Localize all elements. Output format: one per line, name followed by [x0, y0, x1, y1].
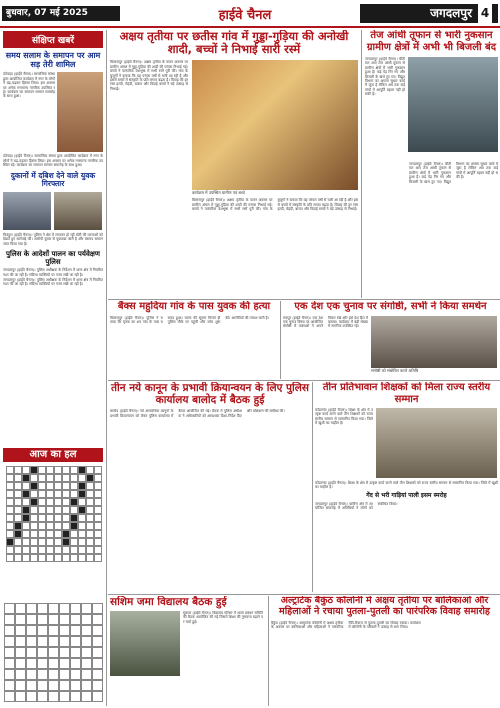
sudoku-cell: [48, 625, 59, 636]
crossword-cell: [62, 466, 70, 474]
column-divider-4: [312, 382, 313, 592]
crossword-cell: [86, 554, 94, 562]
crossword-cell: [38, 490, 46, 498]
crossword-cell: [78, 554, 86, 562]
sudoku-grid: [4, 563, 103, 705]
story1-headline: अक्षय तृतीया पर छतीस गांव में गुड्डा-गुड़िया की अनोखी शादी, बच्चों ने निभाई सारी रस्में: [119, 30, 349, 57]
crossword-cell: [94, 466, 102, 474]
sudoku-cell: [26, 680, 37, 691]
story6-subtext: जगदलपुर (हाईवे चैनल)। ग्रामीण क्षेत्र में आयोजित समारोह में अतिथियों ने लोगों को संबोधित किया।: [315, 501, 398, 511]
crossword-cell: [30, 466, 38, 474]
story-school-meeting: [110, 596, 265, 706]
crossword-cell: [6, 506, 14, 514]
crossword-cell: [46, 522, 54, 530]
sudoku-cell: [26, 658, 37, 669]
crossword-cell: [14, 506, 22, 514]
crossword-cell: [70, 538, 78, 546]
sudoku-cell: [26, 603, 37, 614]
sudoku-cell: [81, 691, 92, 702]
brief3-text: जगदलपुर (हाईवे चैनल)। पुलिस अधीक्षक के निर्देशन में थाना क्षेत्र में नियमित गश्त की जा रही है। संदिग्ध व्यक्तियों पर नजर रखी जा रही है।: [3, 268, 103, 277]
brief1-text-more: दंतेवाड़ा (हाईवे चैनल)। सामाजिक संस्था द्वारा आयोजित कार्यक्रम में नगर के लोगों ने बढ़-चढ़कर हिस्सा लिया। इस अवसर पर अनेक गणमान्य नागरिक उपस्थित रहे। कार्यक्रम का समापन सम्मान समारोह के साथ हुआ।: [3, 154, 103, 168]
crossword-cell: [94, 474, 102, 482]
sudoku-cell: [48, 658, 59, 669]
crossword-cell: [30, 554, 38, 562]
sudoku-cell: [15, 680, 26, 691]
crossword-cell: [78, 490, 86, 498]
story4-headline: एक देश एक चुनाव पर संगोष्ठी, सभी ने किया समर्थन: [294, 301, 487, 312]
sudoku-cell: [48, 691, 59, 702]
sudoku-cell: [4, 658, 15, 669]
crossword-cell: [14, 514, 22, 522]
crossword-cell: [46, 538, 54, 546]
story3-headline: बैंक्स महुदिया गांव के पास युवक की हत्या: [117, 301, 271, 312]
crossword-cell: [94, 482, 102, 490]
crossword-grid: [6, 466, 102, 562]
sudoku-cell: [81, 636, 92, 647]
story5-headline: तीन नये कानून के प्रभावी क्रियान्वयन के लिए पुलिस कार्यालय बालोद में बैठक हुई: [111, 382, 309, 407]
sudoku-cell: [37, 647, 48, 658]
crossword-cell: [94, 514, 102, 522]
crossword-cell: [30, 498, 38, 506]
crossword-cell: [46, 546, 54, 554]
crossword-cell: [6, 490, 14, 498]
story-one-nation: [283, 301, 498, 379]
crossword-cell: [94, 554, 102, 562]
crossword-cell: [46, 466, 54, 474]
crossword-cell: [6, 538, 14, 546]
story-murder: [110, 301, 278, 379]
sudoku-cell: [92, 647, 103, 658]
sudoku-cell: [37, 680, 48, 691]
sudoku-cell: [26, 625, 37, 636]
crossword-cell: [70, 514, 78, 522]
sudoku-cell: [81, 658, 92, 669]
sudoku-cell: [81, 614, 92, 625]
story2-photo: [408, 57, 498, 152]
crossword-cell: [22, 474, 30, 482]
brief2-headline: दुकानों में दबिश देने वाले युवक गिरफ्तार: [10, 170, 96, 189]
sudoku-cell: [4, 647, 15, 658]
crossword-cell: [22, 482, 30, 490]
crossword-cell: [54, 482, 62, 490]
crossword-cell: [14, 466, 22, 474]
sudoku-cell: [81, 603, 92, 614]
sudoku-cell: [37, 636, 48, 647]
crossword-cell: [78, 538, 86, 546]
crossword-cell: [54, 490, 62, 498]
story3-text: बिलासपुर (हाईवे चैनल)। पुलिस ने बताया कि मृतक का शव गांव के पास बरामद हुआ। घटना की सूचना मिलते ही पुलिस मौके पर पहुंची और जांच शुरू की। आरोपियों की तलाश जारी है।: [110, 315, 269, 324]
puzzle-header: [3, 448, 103, 462]
sudoku-cell: [37, 669, 48, 680]
sudoku-cell: [37, 691, 48, 702]
crossword-cell: [70, 466, 78, 474]
sudoku-cell: [81, 647, 92, 658]
story7-text: सुकमा (हाईवे चैनल)। विद्यालय परिसर में शाला प्रबंधन समिति की बैठक आयोजित की गई जिसमें शिक्षा की गुणवत्ता बढ़ाने पर चर्चा हुई।: [183, 611, 263, 624]
crossword-cell: [38, 498, 46, 506]
crossword-cell: [22, 538, 30, 546]
crossword-cell: [70, 506, 78, 514]
page-number: 4: [478, 4, 492, 23]
crossword-cell: [78, 482, 86, 490]
sudoku-cell: [15, 658, 26, 669]
crossword-cell: [54, 514, 62, 522]
sudoku-cell: [48, 603, 59, 614]
crossword-cell: [38, 522, 46, 530]
crossword-cell: [30, 530, 38, 538]
column-divider-3: [280, 301, 281, 379]
crossword-cell: [86, 482, 94, 490]
story-new-laws: [110, 382, 310, 592]
sudoku-cell: [37, 603, 48, 614]
crossword-cell: [54, 506, 62, 514]
crossword-cell: [30, 514, 38, 522]
column-divider-5: [268, 596, 269, 706]
crossword-cell: [70, 474, 78, 482]
sudoku-cell: [70, 669, 81, 680]
crossword-cell: [6, 546, 14, 554]
brief2-text: किरंदुल (हाईवे चैनल)। पुलिस ने क्षेत्र में लगातार हो रही चोरी की घटनाओं को देखते हुए कार्रवाई की। आरोपी युवक से पूछताछ जारी है और बरामद सामान जब्त किया गया है।: [3, 232, 103, 246]
crossword-cell: [38, 530, 46, 538]
story1-text-col2: बिलासपुर (हाईवे चैनल)। अक्षय तृतीया के पावन अवसर पर ग्रामीण अंचल में गुड्डा-गुड़िया की शादी की परंपरा निभाई गई। बच्चों ने पारंपरिक वेशभूषा में सभी रस्में पूरी कीं। गांव के बुजुर्गों ने बताया कि यह परंपरा वर्षों से चली आ रही है और इससे बच्चों में संस्कृति के प्रति लगाव बढ़ता है। विवाह की हर रस्म हल्दी, मेहंदी, बारात और विदाई बच्चों ने बड़े उत्साह से निभाई।: [192, 198, 358, 212]
crossword-cell: [70, 482, 78, 490]
crossword-cell: [86, 546, 94, 554]
crossword-cell: [54, 522, 62, 530]
sudoku-cell: [26, 614, 37, 625]
crossword-cell: [38, 514, 46, 522]
crossword-cell: [86, 466, 94, 474]
crossword-cell: [30, 546, 38, 554]
sudoku-cell: [70, 625, 81, 636]
sudoku-cell: [48, 647, 59, 658]
sudoku-cell: [4, 614, 15, 625]
crossword-cell: [94, 538, 102, 546]
story6-subheadline: गेंद से भरी गाड़ियां पाली इसम स्मरोह: [366, 491, 447, 499]
crossword-cell: [6, 466, 14, 474]
sudoku-cell: [48, 669, 59, 680]
story8-text: बैकुंठ (हाईवे चैनल)। अल्ट्राटेक कॉलोनी में अक्षय तृतीया के अवसर पर बालिकाओं और महिलाओं ने पारंपरिक रीति-रिवाज से पुतला-पुतली का विवाह रचाया। कार्यक्रम में कॉलोनी के परिवारों ने उत्साह से भाग लिया।: [271, 620, 421, 630]
story-akshay-tritiya: [110, 30, 358, 298]
crossword-cell: [62, 522, 70, 530]
brief1-photo: [57, 72, 103, 152]
story8-headline: अल्ट्राटेक बैकुंठ कॉलोनी में अक्षय तृतीया पर बालिकाओं और महिलाओं ने रचाया पुतला-पुतली का पारंपरिक विवाह समारोह: [279, 596, 490, 617]
sudoku-cell: [26, 691, 37, 702]
story1-text-col1: बिलासपुर (हाईवे चैनल)। अक्षय तृतीया के पावन अवसर पर ग्रामीण अंचल में गुड्डा-गुड़िया की शादी की परंपरा निभाई गई। बच्चों ने पारंपरिक वेशभूषा में सभी रस्में पूरी कीं। गांव के बुजुर्गों ने बताया कि यह परंपरा वर्षों से चली आ रही है और इससे बच्चों में संस्कृति के प्रति लगाव बढ़ता है। विवाह की हर रस्म हल्दी, मेहंदी, बारात और विदाई बच्चों ने बड़े उत्साह से निभाई।: [110, 60, 188, 91]
sudoku-cell: [70, 614, 81, 625]
sudoku-cell: [81, 625, 92, 636]
crossword-cell: [14, 498, 22, 506]
crossword-cell: [94, 506, 102, 514]
sudoku-cell: [92, 614, 103, 625]
crossword-cell: [78, 466, 86, 474]
crossword-cell: [30, 482, 38, 490]
sudoku-cell: [15, 625, 26, 636]
crossword-cell: [22, 466, 30, 474]
crossword-cell: [86, 498, 94, 506]
crossword-cell: [86, 490, 94, 498]
sudoku-cell: [59, 636, 70, 647]
puzzle-label: आज का हल: [3, 448, 103, 462]
story2-headline: तेज आंधी तूफान से भारी नुकसान ग्रामीण क्षेत्रों में अभी भी बिजली बंद: [366, 30, 497, 53]
sudoku-cell: [48, 680, 59, 691]
crossword-cell: [62, 546, 70, 554]
story4-caption: संगोष्ठी को संबोधित करते अतिथि: [371, 367, 419, 373]
sudoku-cell: [92, 658, 103, 669]
crossword-cell: [54, 466, 62, 474]
crossword-cell: [6, 514, 14, 522]
story4-text: रायपुर (हाईवे चैनल)। एक देश एक चुनाव विषय पर आयोजित संगोष्ठी में वक्ताओं ने अपने विचार रखे और इसे देश हित में बताया। कार्यक्रम में बड़ी संख्या में नागरिक उपस्थित रहे।: [283, 315, 368, 329]
row-divider-3: [108, 594, 500, 595]
brief1-text: दंतेवाड़ा (हाईवे चैनल)। सामाजिक संस्था द्वारा आयोजित कार्यक्रम में नगर के लोगों ने बढ़-चढ़कर हिस्सा लिया। इस अवसर पर अनेक गणमान्य नागरिक उपस्थित रहे। कार्यक्रम का समापन सम्मान समारोह के साथ हुआ।: [3, 72, 55, 99]
row-divider-2: [108, 380, 500, 381]
sudoku-cell: [48, 636, 59, 647]
crossword-cell: [70, 522, 78, 530]
crossword-cell: [62, 530, 70, 538]
story2-text-col1: जगदलपुर (हाईवे चैनल)। बीती रात आए तेज आंधी तूफान से ग्रामीण क्षेत्रों में भारी नुकसान हुआ है। कई पेड़ गिर गए और बिजली के खंभे टूट गए। विद्युत विभाग का अमला सुधार कार्य में जुटा है लेकिन अब तक कई गांवों में आपूर्ति बहाल नहीं हो सकी है।: [365, 57, 405, 97]
brief3-text-more: जगदलपुर (हाईवे चैनल)। पुलिस अधीक्षक के निर्देशन में थाना क्षेत्र में नियमित गश्त की जा रही है। संदिग्ध व्यक्तियों पर नजर रखी जा रही है।: [3, 277, 103, 287]
crossword-cell: [86, 530, 94, 538]
crossword-cell: [14, 522, 22, 530]
crossword-cell: [6, 474, 14, 482]
column-divider-2: [361, 30, 362, 298]
story-ultratech-wedding: [271, 596, 498, 706]
sudoku-cell: [26, 647, 37, 658]
sudoku-cell: [59, 658, 70, 669]
crossword-cell: [62, 514, 70, 522]
sudoku-cell: [59, 647, 70, 658]
crossword-cell: [14, 474, 22, 482]
crossword-cell: [22, 490, 30, 498]
sudoku-cell: [15, 614, 26, 625]
crossword-cell: [94, 498, 102, 506]
crossword-cell: [46, 482, 54, 490]
crossword-cell: [14, 538, 22, 546]
crossword-cell: [6, 522, 14, 530]
sudoku-cell: [92, 625, 103, 636]
crossword-cell: [62, 490, 70, 498]
sudoku-cell: [4, 636, 15, 647]
crossword-cell: [30, 474, 38, 482]
crossword-cell: [38, 546, 46, 554]
story2-text-col2: जगदलपुर (हाईवे चैनल)। बीती रात आए तेज आंधी तूफान से ग्रामीण क्षेत्रों में भारी नुकसान हुआ है। कई पेड़ गिर गए और बिजली के खंभे टूट गए। विद्युत विभाग का अमला सुधार कार्य में जुटा है लेकिन अब तक कई गांवों में आपूर्ति बहाल नहीं हो सकी है।: [409, 162, 498, 184]
crossword-cell: [70, 498, 78, 506]
crossword-cell: [62, 538, 70, 546]
sudoku-cell: [37, 658, 48, 669]
story-storm-damage: [365, 30, 498, 298]
crossword-cell: [22, 498, 30, 506]
crossword-cell: [78, 506, 86, 514]
crossword-cell: [22, 514, 30, 522]
crossword-cell: [22, 546, 30, 554]
crossword-cell: [38, 506, 46, 514]
sudoku-cell: [92, 669, 103, 680]
sudoku-cell: [92, 691, 103, 702]
sudoku-cell: [37, 625, 48, 636]
sudoku-cell: [37, 614, 48, 625]
crossword-cell: [38, 538, 46, 546]
story6-text: कोंडागांव (हाईवे चैनल)। शिक्षा के क्षेत्र में उत्कृष्ट कार्य करने वाले तीन शिक्षकों को राज्य स्तरीय सम्मान से सम्मानित किया गया। जिले में खुशी का माहौल है।: [315, 408, 373, 426]
crossword-cell: [62, 474, 70, 482]
sudoku-cell: [4, 691, 15, 702]
column-divider: [106, 30, 107, 706]
crossword-cell: [94, 522, 102, 530]
crossword-cell: [22, 522, 30, 530]
crossword-cell: [38, 482, 46, 490]
crossword-cell: [38, 466, 46, 474]
crossword-cell: [86, 514, 94, 522]
sudoku-cell: [70, 603, 81, 614]
story-teachers-award: [315, 382, 498, 592]
crossword-cell: [78, 474, 86, 482]
crossword-cell: [22, 554, 30, 562]
crossword-cell: [86, 522, 94, 530]
sudoku-cell: [15, 691, 26, 702]
crossword-cell: [62, 482, 70, 490]
masthead: [0, 0, 500, 26]
crossword-cell: [86, 538, 94, 546]
sudoku-cell: [4, 669, 15, 680]
crossword-cell: [14, 546, 22, 554]
crossword-cell: [22, 506, 30, 514]
row-divider: [108, 299, 500, 300]
crossword-cell: [78, 498, 86, 506]
brief3-headline: पुलिस के आदेशों पालन का पर्यवेक्षण पुलिस: [6, 250, 100, 267]
crossword-cell: [30, 538, 38, 546]
edition-name: जगदलपुर: [430, 6, 472, 20]
story5-text: बालोद (हाईवे चैनल)। नये आपराधिक कानूनों के प्रभावी क्रियान्वयन को लेकर पुलिस कार्यालय में बैठक आयोजित की गई। बैठक में पुलिस अधीक्षक ने अधिकारियों को आवश्यक दिशा-निर्देश दिए और प्रशिक्षण की समीक्षा की।: [110, 409, 285, 418]
crossword-cell: [78, 522, 86, 530]
story6-text-more: कोंडागांव (हाईवे चैनल)। शिक्षा के क्षेत्र में उत्कृष्ट कार्य करने वाले तीन शिक्षकों को राज्य स्तरीय सम्मान से सम्मानित किया गया। जिले में खुशी का माहौल है।: [315, 481, 498, 490]
sudoku-cell: [59, 614, 70, 625]
brief2-photo-a: [3, 192, 51, 230]
crossword-cell: [62, 506, 70, 514]
crossword-cell: [14, 490, 22, 498]
sudoku-cell: [59, 603, 70, 614]
sudoku-cell: [15, 636, 26, 647]
sudoku-cell: [59, 625, 70, 636]
story6-photo: [376, 408, 497, 478]
sudoku-cell: [4, 603, 15, 614]
crossword-cell: [46, 490, 54, 498]
sudoku-cell: [70, 691, 81, 702]
sudoku-cell: [48, 614, 59, 625]
crossword-cell: [62, 498, 70, 506]
crossword-cell: [38, 474, 46, 482]
sudoku-cell: [15, 669, 26, 680]
crossword-cell: [54, 498, 62, 506]
crossword-cell: [22, 530, 30, 538]
crossword-cell: [6, 554, 14, 562]
crossword-cell: [78, 514, 86, 522]
sudoku-cell: [59, 669, 70, 680]
sudoku-cell: [26, 636, 37, 647]
crossword-cell: [54, 546, 62, 554]
crossword-cell: [46, 506, 54, 514]
crossword-cell: [46, 530, 54, 538]
sudoku-cell: [26, 669, 37, 680]
sudoku-cell: [81, 680, 92, 691]
sudoku-cell: [15, 603, 26, 614]
crossword-cell: [86, 474, 94, 482]
story1-photo: [192, 60, 358, 190]
story1-caption: कार्यक्रम में उपस्थित ग्रामीण एवं बच्चे: [192, 190, 245, 196]
crossword-cell: [46, 498, 54, 506]
sudoku-cell: [4, 680, 15, 691]
sudoku-cell: [92, 680, 103, 691]
crossword-cell: [94, 530, 102, 538]
crossword-cell: [6, 482, 14, 490]
sudoku-cell: [70, 680, 81, 691]
crossword-cell: [94, 490, 102, 498]
sudoku-cell: [92, 636, 103, 647]
story4-photo: [371, 316, 497, 368]
brief2-photo-b: [54, 192, 102, 230]
issue-date: बुधवार, 07 मई 2025: [2, 6, 120, 21]
crossword-cell: [70, 490, 78, 498]
masthead-rule: [0, 26, 500, 28]
sudoku-cell: [92, 603, 103, 614]
crossword-cell: [46, 514, 54, 522]
sudoku-cell: [70, 647, 81, 658]
crossword-cell: [46, 474, 54, 482]
crossword-cell: [54, 474, 62, 482]
crossword-cell: [30, 506, 38, 514]
sudoku-cell: [81, 669, 92, 680]
crossword-cell: [86, 506, 94, 514]
crossword-cell: [70, 546, 78, 554]
story6-headline: तीन प्रतिभावान शिक्षकों को मिला राज्य स्तरीय सम्मान: [322, 382, 491, 405]
briefs-kicker: संक्षिप्त खबरें: [3, 31, 103, 48]
crossword-cell: [54, 530, 62, 538]
crossword-cell: [14, 554, 22, 562]
sudoku-cell: [70, 658, 81, 669]
crossword-cell: [30, 522, 38, 530]
story7-photo: [110, 611, 180, 676]
crossword-cell: [38, 554, 46, 562]
sudoku-cell: [70, 636, 81, 647]
crossword-cell: [14, 482, 22, 490]
crossword-cell: [54, 538, 62, 546]
crossword-cell: [6, 530, 14, 538]
newspaper-title: हाईवे चैनल: [218, 8, 272, 23]
crossword-cell: [14, 530, 22, 538]
sudoku-cell: [59, 680, 70, 691]
crossword-cell: [70, 554, 78, 562]
crossword-cell: [78, 530, 86, 538]
crossword-cell: [78, 546, 86, 554]
edition-bar: [360, 4, 498, 23]
crossword-cell: [62, 554, 70, 562]
sudoku-cell: [15, 647, 26, 658]
crossword-cell: [94, 546, 102, 554]
crossword-cell: [70, 530, 78, 538]
crossword-cell: [6, 498, 14, 506]
sudoku-cell: [4, 625, 15, 636]
crossword-cell: [54, 554, 62, 562]
story7-headline: सशिम जमा विद्यालय बैठक हुई: [110, 596, 227, 608]
crossword-cell: [46, 554, 54, 562]
sudoku-cell: [59, 691, 70, 702]
brief1-headline: समय सलाम के समापन पर आम सड़ तेरी शामिल: [5, 51, 101, 70]
crossword-cell: [30, 490, 38, 498]
